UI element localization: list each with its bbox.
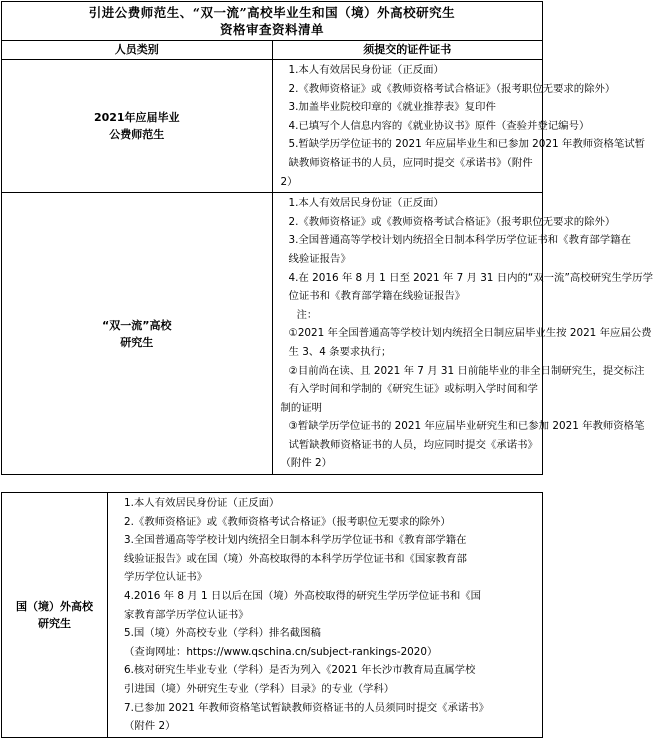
table-row: [2, 60, 543, 193]
list-item: 4.在 2016 年 8 月 1 日至 2021 年 7 月 31 日内的“双一流”高校研究生学历学: [288, 271, 653, 284]
list-item: 1.本人有效居民身份证（正反面）: [288, 64, 444, 76]
category-cell: [2, 60, 273, 193]
category-cell: [2, 493, 108, 738]
list-item: 2.《教师资格证》或《教师资格考试合格证》（报考职位无要求的除外）: [124, 515, 451, 528]
query-url: （查询网址：https://www.qschina.cn/subject-rankings-2020）: [124, 645, 438, 658]
list-item: 学历学位认证书》: [124, 571, 208, 584]
title-row: [2, 2, 543, 41]
header-row: [2, 41, 543, 60]
list-item: 1.本人有效居民身份证（正反面）: [288, 197, 444, 210]
list-item: 位证书和《教育部学籍在线验证报告》: [288, 290, 466, 303]
list-item: ③暂缺学历学位证书的 2021 年应届毕业研究生和已参加 2021 年教师资格笔: [288, 420, 645, 433]
title-line-2: 资格审查资料清单: [219, 22, 324, 37]
docs-cell: [108, 493, 543, 738]
category-line-2: 研究生: [38, 616, 71, 630]
note-label: 注：: [296, 308, 318, 321]
qualification-table-1: [1, 1, 653, 475]
table-row: [2, 493, 543, 738]
list-item: 2.《教师资格证》或《教师资格考试合格证》（报考职位无要求的除外）: [288, 82, 616, 95]
table-row: [2, 193, 543, 475]
list-item: ②目前尚在读、且 2021 年 7 月 31 日前能毕业的非全日制研究生，提交标注: [288, 364, 645, 377]
category-line-1: 2021年应届毕业: [93, 111, 180, 125]
list-item: 4.2016 年 8 月 1 日以后在国（境）外高校取得的研究生学历学位证书和《国: [124, 590, 482, 603]
list-item: 3.全国普通高等学校计划内统招全日制本科学历学位证书和《教育部学籍在: [124, 534, 467, 547]
list-item: 1.本人有效居民身份证（正反面）: [124, 497, 280, 510]
list-item: 5.暂缺学历学位证书的 2021 年应届毕业生和已参加 2021 年教师资格笔试暂: [288, 138, 646, 151]
header-docs: 须提交的证件证书: [272, 41, 543, 60]
list-item: ①2021 年全国普通高等学校计划内统招全日制应届毕业生按 2021 年应届公费: [288, 327, 652, 340]
list-item: 4.已填写个人信息内容的《就业协议书》原件（查验并登记编号）: [288, 119, 590, 132]
list-item: 6.核对研究生毕业专业（学科）是否为列入《2021 年长沙市教育局直属学校: [124, 664, 476, 677]
category-cell: [2, 193, 273, 475]
list-item: 引进国（境）外研究生专业（学科）目录》的专业（学科）: [124, 683, 395, 695]
list-item: 缺教师资格证书的人员，应同时提交《承诺书》（附件 2）: [280, 156, 533, 188]
list-item: （附件 2）: [124, 720, 176, 733]
category-line-2: 研究生: [120, 335, 154, 349]
list-item: 家教育部学历学位认证书》: [124, 608, 249, 621]
document-sheet: [1, 1, 653, 738]
list-item: 生 3、4 条要求执行；: [288, 345, 392, 358]
docs-cell: [272, 60, 646, 193]
list-item: 线验证报告》: [288, 252, 351, 265]
header-category: 人员类别: [2, 41, 273, 60]
title-line-1: 引进公费师范生、“双一流”高校毕业生和国（境）外高校研究生: [88, 5, 456, 20]
category-line-1: 国（境）外高校: [16, 599, 93, 613]
list-item: 7.已参加 2021 年教师资格笔试暂缺教师资格证书的人员须同时提交《承诺书》: [124, 701, 490, 714]
list-item: 2.《教师资格证》或《教师资格考试合格证》（报考职位无要求的除外）: [288, 215, 616, 228]
qualification-table-2: [1, 492, 543, 738]
document-title: [2, 2, 543, 41]
list-item: 有入学时间和学制的《研究生证》或标明入学时间和学制的证明: [280, 383, 538, 414]
category-line-2: 公费师范生: [109, 128, 165, 142]
list-item: 3.全国普通高等学校计划内统招全日制本科学历学位证书和《教育部学籍在: [288, 234, 631, 247]
list-item: 线验证报告》或在国（境）外高校取得的本科学历学位证书和《国家教育部: [124, 552, 467, 565]
list-item: 3.加盖毕业院校印章的《就业推荐表》复印件: [288, 101, 496, 114]
docs-cell: [272, 193, 653, 475]
category-line-1: “双一流”高校: [102, 318, 172, 332]
list-item: 试暂缺教师资格证书的人员，均应同时提交《承诺书》（附件 2）: [280, 438, 538, 470]
list-item: 5.国（境）外高校专业（学科）排名截图稿: [124, 627, 321, 640]
